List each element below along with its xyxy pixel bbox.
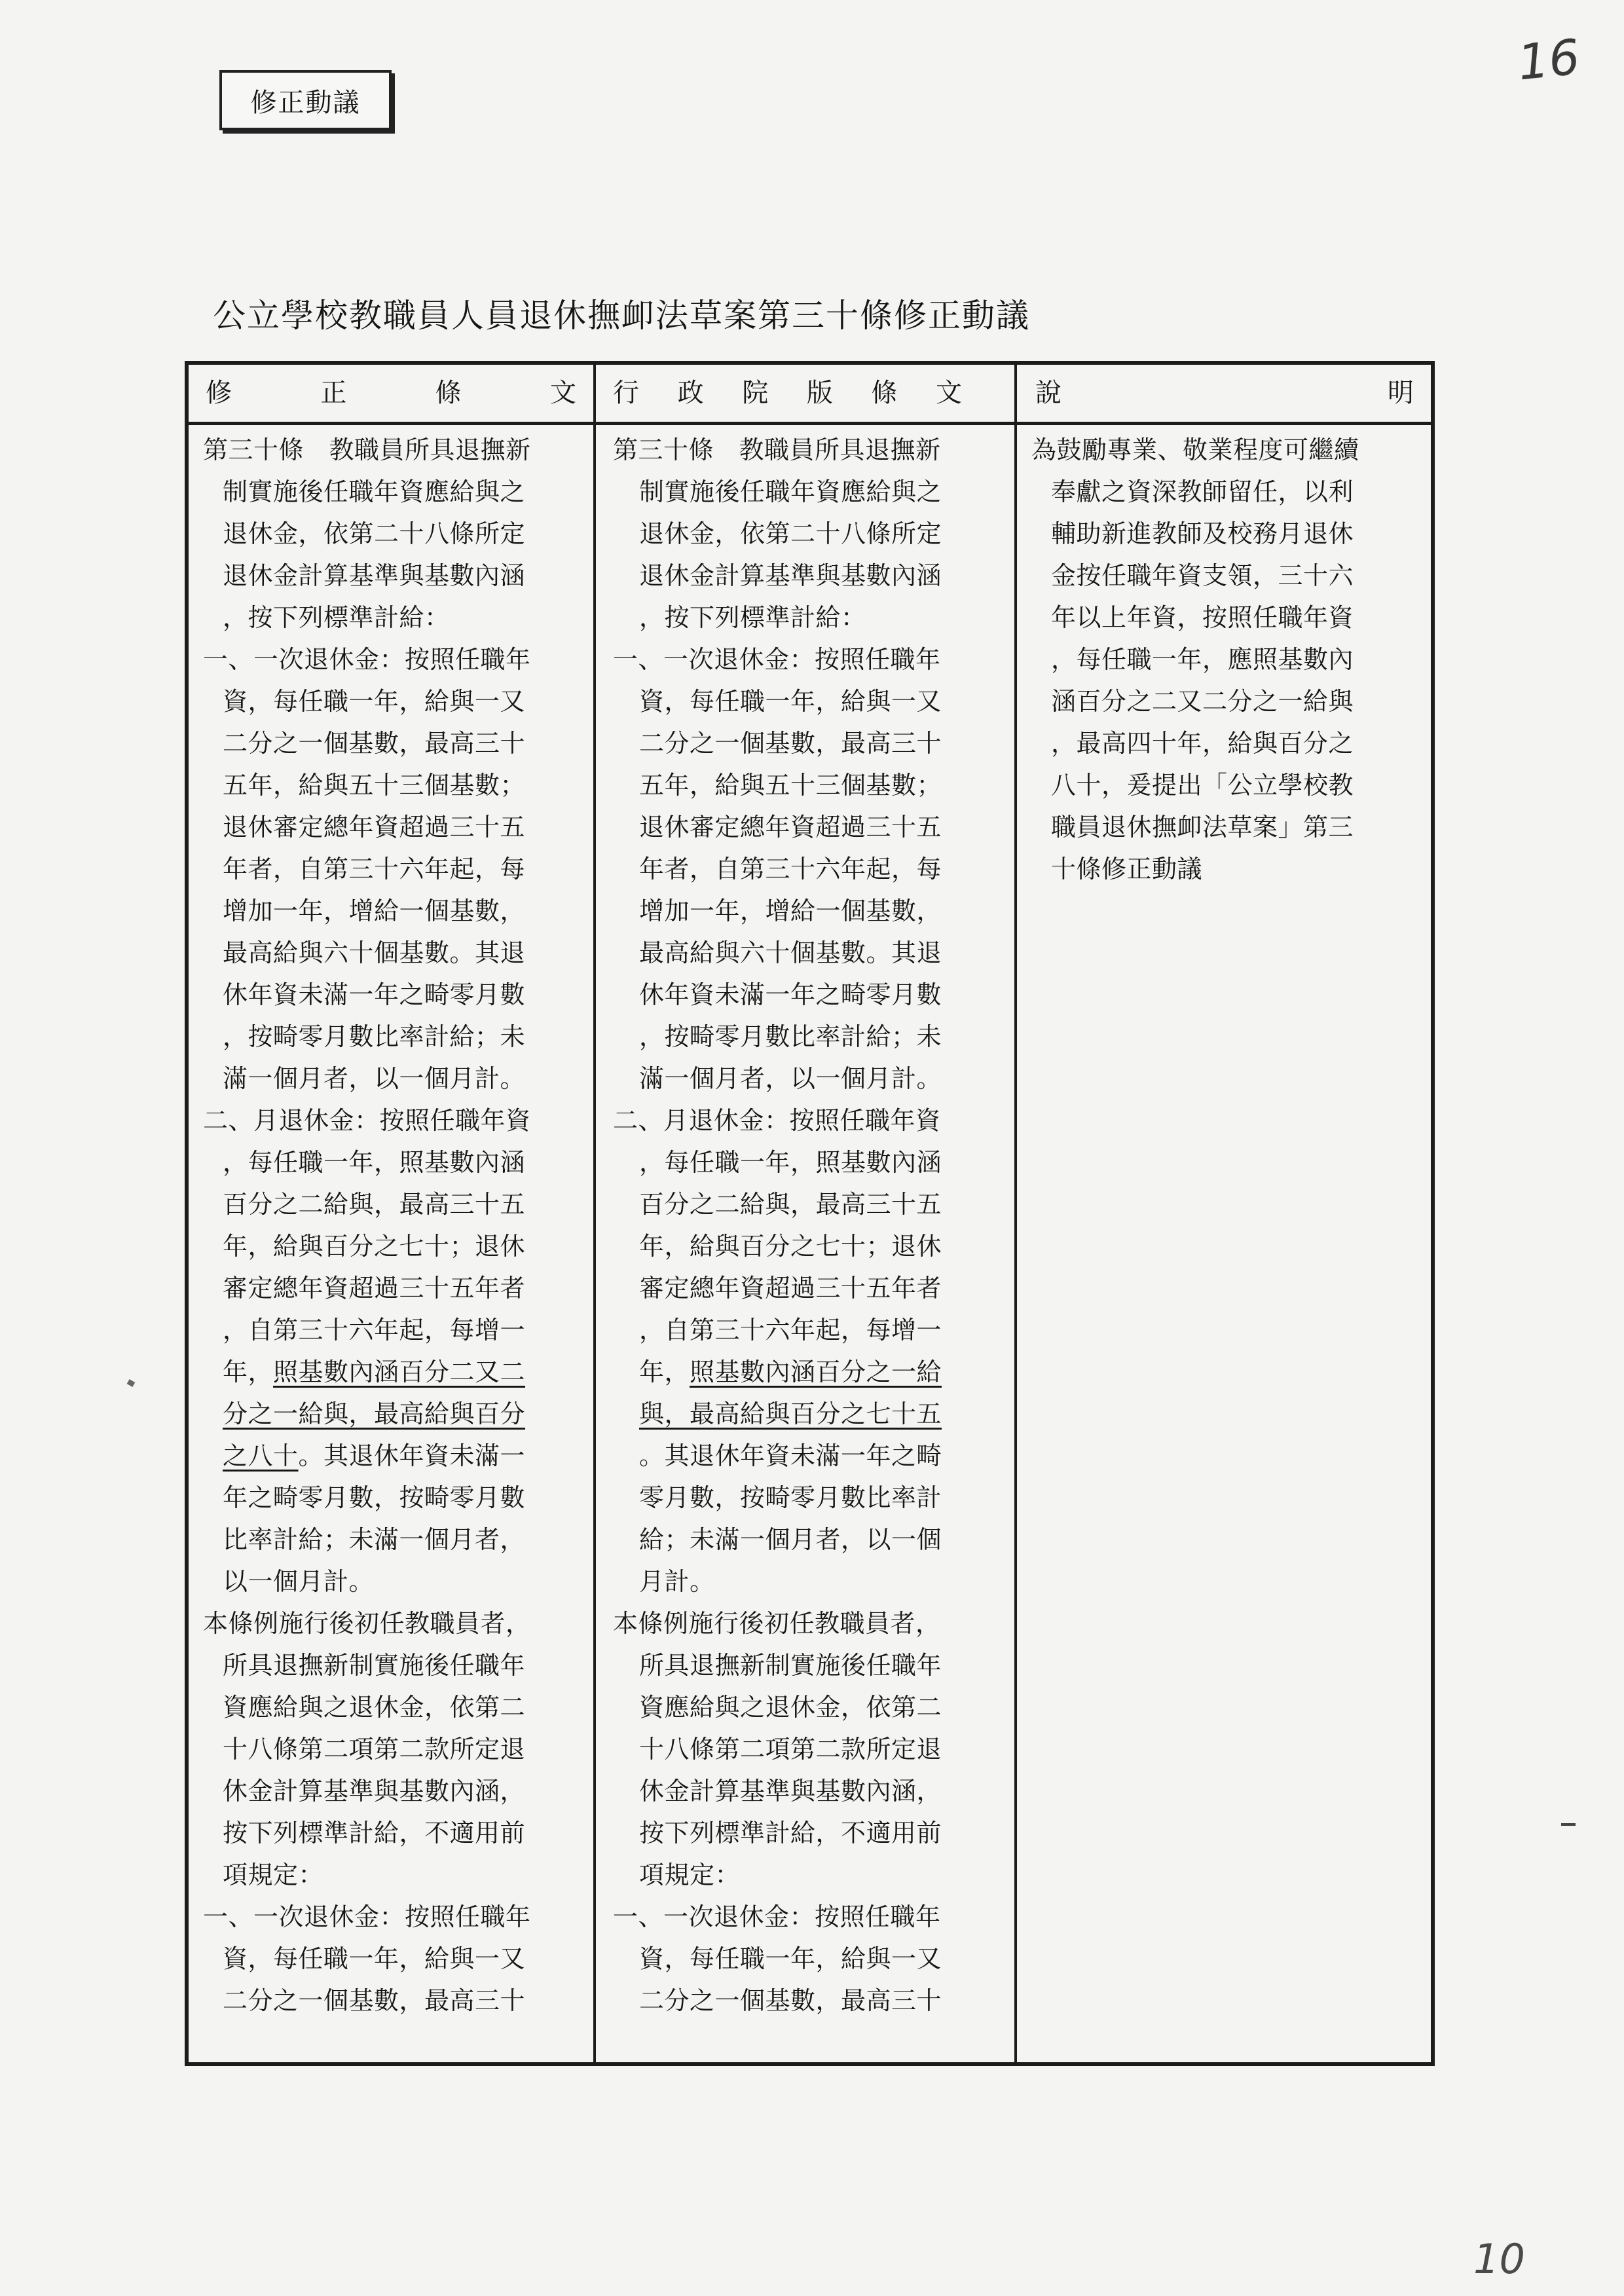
- text-line: [596, 1938, 1014, 1980]
- line-text: 一、一次退休金：按照任職年: [203, 645, 531, 674]
- header-char: 正: [320, 378, 347, 408]
- line-text: 資，每任職一年，給與一又: [223, 1944, 526, 1973]
- text-line: [189, 1435, 593, 1477]
- line-text: ，每任職一年，應照基數內: [1051, 645, 1354, 674]
- line-text: 五年，給與五十三個基數；: [639, 771, 942, 800]
- motion-tag-label: 修正動議: [219, 70, 392, 130]
- text-line: [596, 1477, 1014, 1519]
- underlined-amendment-text: 照基數內涵百分之一給: [690, 1358, 942, 1386]
- text-line: [189, 1393, 593, 1435]
- header-char: 院: [742, 378, 769, 408]
- line-text: 退休審定總年資超過三十五: [639, 813, 942, 842]
- line-text: 第三十條 教職員所具退撫新: [613, 435, 941, 464]
- text-line: [189, 1225, 593, 1267]
- text-line: [596, 555, 1014, 597]
- line-text: 二分之一個基數，最高三十: [639, 1986, 942, 2015]
- text-line: [1017, 806, 1431, 848]
- line-text: 年，給與百分之七十；退休: [223, 1232, 526, 1261]
- line-text: 為鼓勵專業、敬業程度可繼續: [1031, 435, 1359, 464]
- text-line: [596, 722, 1014, 764]
- text-line: [596, 1770, 1014, 1812]
- line-text: 制實施後任職年資應給與之: [639, 477, 942, 506]
- text-line: [596, 932, 1014, 974]
- line-text: 滿一個月者，以一個月計。: [639, 1064, 942, 1093]
- text-line: [1017, 597, 1431, 639]
- line-text: ，按下列標準計給：: [223, 603, 450, 632]
- comparison-table: [185, 361, 1435, 2066]
- text-line: [596, 513, 1014, 555]
- header-char: 文: [549, 378, 576, 408]
- text-line: [596, 1016, 1014, 1058]
- text-line: [596, 1435, 1014, 1477]
- text-line: [189, 1770, 593, 1812]
- line-text: 按下列標準計給，不適用前: [639, 1819, 942, 1847]
- text-line: [189, 1896, 593, 1938]
- handwritten-footer-mark: 10: [1473, 2235, 1525, 2283]
- text-line: [189, 1100, 593, 1141]
- text-line: [596, 680, 1014, 722]
- text-line: [189, 1644, 593, 1686]
- underlined-amendment-text: 之八十: [223, 1441, 299, 1470]
- header-char: 版: [806, 378, 833, 408]
- scan-dash: [1561, 1823, 1576, 1826]
- line-text: 最高給與六十個基數。其退: [639, 938, 942, 967]
- line-text: 給；未滿一個月者，以一個: [639, 1525, 942, 1554]
- line-text: 退休金計算基準與基數內涵: [639, 561, 942, 590]
- line-text: 年者，自第三十六年起，每: [639, 855, 942, 883]
- line-text: 資，每任職一年，給與一又: [639, 687, 942, 716]
- line-text: 二分之一個基數，最高三十: [639, 729, 942, 758]
- line-text: 本條例施行後初任教職員者，: [203, 1609, 531, 1638]
- text-line: [189, 1602, 593, 1644]
- header-char: 條: [435, 378, 462, 408]
- text-line: [189, 1519, 593, 1561]
- text-line: [596, 597, 1014, 639]
- line-text: 資應給與之退休金，依第二: [639, 1693, 942, 1722]
- table-body-row: [189, 425, 1431, 2062]
- text-line: [189, 1812, 593, 1854]
- underlined-amendment-text: 分之一給與，最高給與百分: [223, 1399, 526, 1428]
- text-line: [596, 1561, 1014, 1602]
- text-line: [596, 1644, 1014, 1686]
- text-line: [596, 1519, 1014, 1561]
- line-text: 審定總年資超過三十五年者: [223, 1274, 526, 1303]
- line-text: 八十，爰提出「公立學校教: [1051, 771, 1354, 800]
- line-text: ，按畸零月數比率計給；未: [639, 1022, 942, 1051]
- text-line: [596, 848, 1014, 890]
- line-text: 二分之一個基數，最高三十: [223, 729, 526, 758]
- text-line: [189, 597, 593, 639]
- handwritten-page-number: 16: [1515, 29, 1583, 92]
- text-line: [189, 890, 593, 932]
- text-line: [189, 932, 593, 974]
- scan-speck: [127, 1379, 136, 1387]
- text-line: [596, 1854, 1014, 1896]
- text-line: [189, 1058, 593, 1100]
- text-line: [189, 1561, 593, 1602]
- line-text: 滿一個月者，以一個月計。: [223, 1064, 526, 1093]
- line-text: 一、一次退休金：按照任職年: [613, 1902, 941, 1931]
- text-line: [189, 1183, 593, 1225]
- line-text: 二、月退休金：按照任職年資: [203, 1106, 531, 1135]
- text-line: [189, 1477, 593, 1519]
- text-line: [189, 1351, 593, 1393]
- line-text: 退休金計算基準與基數內涵: [223, 561, 526, 590]
- line-text: 增加一年，增給一個基數，: [223, 897, 526, 925]
- text-line: [189, 639, 593, 680]
- line-text: ，每任職一年，照基數內涵: [223, 1148, 526, 1177]
- text-line: [189, 1728, 593, 1770]
- header-char: 政: [677, 378, 704, 408]
- text-line: [1017, 848, 1431, 890]
- line-text: 奉獻之資深教師留任，以利: [1051, 477, 1354, 506]
- underlined-amendment-text: 照基數內涵百分二又二: [273, 1358, 526, 1386]
- line-text: 年，: [639, 1358, 690, 1386]
- line-text: 最高給與六十個基數。其退: [223, 938, 526, 967]
- text-line: [189, 848, 593, 890]
- text-line: [596, 1686, 1014, 1728]
- text-line: [596, 1058, 1014, 1100]
- header-char: 文: [935, 378, 962, 408]
- text-line: [1017, 680, 1431, 722]
- text-line: [189, 1141, 593, 1183]
- line-text: 資，每任職一年，給與一又: [223, 687, 526, 716]
- text-line: [596, 974, 1014, 1016]
- text-line: [189, 471, 593, 513]
- line-text: 五年，給與五十三個基數；: [223, 771, 526, 800]
- line-text: 十八條第二項第二款所定退: [639, 1735, 942, 1764]
- line-text: ，自第三十六年起，每增一: [639, 1316, 942, 1344]
- line-text: 以一個月計。: [223, 1567, 375, 1596]
- text-line: [596, 1812, 1014, 1854]
- text-line: [189, 1980, 593, 2022]
- header-explanation: [1017, 365, 1431, 422]
- text-line: [1017, 555, 1431, 597]
- line-text: 資，每任職一年，給與一又: [639, 1944, 942, 1973]
- line-text: 制實施後任職年資應給與之: [223, 477, 526, 506]
- text-line: [596, 471, 1014, 513]
- text-line: [189, 1016, 593, 1058]
- text-line: [189, 1854, 593, 1896]
- text-line: [1017, 471, 1431, 513]
- text-line: [1017, 764, 1431, 806]
- line-text: 十八條第二項第二款所定退: [223, 1735, 526, 1764]
- text-line: [596, 1183, 1014, 1225]
- line-text: 金按任職年資支領，三十六: [1051, 561, 1354, 590]
- line-text: 休金計算基準與基數內涵，: [223, 1777, 526, 1805]
- line-text: 。其退休年資未滿一年之畸: [639, 1441, 942, 1470]
- line-text: 涵百分之二又二分之一給與: [1051, 687, 1354, 716]
- line-text: 資應給與之退休金，依第二: [223, 1693, 526, 1722]
- text-line: [596, 764, 1014, 806]
- text-line: [1017, 513, 1431, 555]
- line-text: 月計。: [639, 1567, 715, 1596]
- header-char: 明: [1388, 378, 1414, 408]
- text-line: [596, 1351, 1014, 1393]
- line-text: 增加一年，增給一個基數，: [639, 897, 942, 925]
- explanation-cell: [1017, 425, 1431, 2062]
- line-text: 年，: [223, 1358, 274, 1386]
- line-text: 二、月退休金：按照任職年資: [613, 1106, 941, 1135]
- text-line: [1017, 639, 1431, 680]
- line-text: 二分之一個基數，最高三十: [223, 1986, 526, 2015]
- header-char: 行: [613, 378, 639, 408]
- text-line: [596, 429, 1014, 471]
- line-text: 。其退休年資未滿一: [298, 1441, 526, 1470]
- line-text: 項規定：: [223, 1861, 324, 1889]
- amended-text-cell: [189, 425, 596, 2062]
- text-line: [189, 513, 593, 555]
- text-line: [596, 1393, 1014, 1435]
- table-header-row: [189, 365, 1431, 425]
- line-text: 一、一次退休金：按照任職年: [203, 1902, 531, 1931]
- line-text: 年，給與百分之七十；退休: [639, 1232, 942, 1261]
- line-text: ，最高四十年，給與百分之: [1051, 729, 1354, 758]
- text-line: [189, 1267, 593, 1309]
- text-line: [189, 680, 593, 722]
- line-text: ，每任職一年，照基數內涵: [639, 1148, 942, 1177]
- text-line: [596, 1728, 1014, 1770]
- line-text: 所具退撫新制實施後任職年: [223, 1651, 526, 1680]
- text-line: [596, 1602, 1014, 1644]
- line-text: 退休金，依第二十八條所定: [223, 519, 526, 548]
- text-line: [189, 1309, 593, 1351]
- line-text: 所具退撫新制實施後任職年: [639, 1651, 942, 1680]
- text-line: [596, 1141, 1014, 1183]
- line-text: 職員退休撫卹法草案」第三: [1051, 813, 1354, 842]
- line-text: 比率計給；未滿一個月者，: [223, 1525, 526, 1554]
- text-line: [596, 1980, 1014, 2022]
- header-char: 說: [1035, 378, 1061, 408]
- line-text: 輔助新進教師及校務月退休: [1051, 519, 1354, 548]
- executive-version-cell: [596, 425, 1017, 2062]
- text-line: [1017, 722, 1431, 764]
- line-text: 一、一次退休金：按照任職年: [613, 645, 941, 674]
- header-amended-text: [189, 365, 596, 422]
- underlined-amendment-text: 與，最高給與百分之七十五: [639, 1399, 942, 1428]
- line-text: 第三十條 教職員所具退撫新: [203, 435, 531, 464]
- document-title: 公立學校教職員人員退休撫卹法草案第三十條修正動議: [213, 297, 1030, 335]
- line-text: 按下列標準計給，不適用前: [223, 1819, 526, 1847]
- text-line: [189, 1686, 593, 1728]
- text-line: [1017, 429, 1431, 471]
- line-text: ，按下列標準計給：: [639, 603, 866, 632]
- header-char: 條: [871, 378, 898, 408]
- line-text: 審定總年資超過三十五年者: [639, 1274, 942, 1303]
- line-text: 休金計算基準與基數內涵，: [639, 1777, 942, 1805]
- text-line: [596, 1225, 1014, 1267]
- line-text: 百分之二給與，最高三十五: [639, 1190, 942, 1219]
- text-line: [189, 722, 593, 764]
- line-text: 休年資未滿一年之畸零月數: [223, 980, 526, 1009]
- text-line: [596, 1896, 1014, 1938]
- line-text: 退休審定總年資超過三十五: [223, 813, 526, 842]
- text-line: [596, 639, 1014, 680]
- header-executive-version: [596, 365, 1017, 422]
- line-text: ，按畸零月數比率計給；未: [223, 1022, 526, 1051]
- line-text: 年之畸零月數，按畸零月數: [223, 1483, 526, 1512]
- line-text: 休年資未滿一年之畸零月數: [639, 980, 942, 1009]
- line-text: 項規定：: [639, 1861, 741, 1889]
- header-char: 修: [206, 378, 232, 408]
- line-text: 十條修正動議: [1051, 855, 1203, 883]
- line-text: 年以上年資，按照任職年資: [1051, 603, 1354, 632]
- line-text: 零月數，按畸零月數比率計: [639, 1483, 942, 1512]
- text-line: [189, 555, 593, 597]
- line-text: 年者，自第三十六年起，每: [223, 855, 526, 883]
- text-line: [189, 429, 593, 471]
- line-text: ，自第三十六年起，每增一: [223, 1316, 526, 1344]
- text-line: [596, 1100, 1014, 1141]
- text-line: [189, 974, 593, 1016]
- line-text: 百分之二給與，最高三十五: [223, 1190, 526, 1219]
- text-line: [596, 806, 1014, 848]
- text-line: [189, 1938, 593, 1980]
- line-text: 本條例施行後初任教職員者，: [613, 1609, 941, 1638]
- text-line: [596, 890, 1014, 932]
- text-line: [189, 806, 593, 848]
- text-line: [596, 1267, 1014, 1309]
- line-text: 退休金，依第二十八條所定: [639, 519, 942, 548]
- text-line: [189, 764, 593, 806]
- text-line: [596, 1309, 1014, 1351]
